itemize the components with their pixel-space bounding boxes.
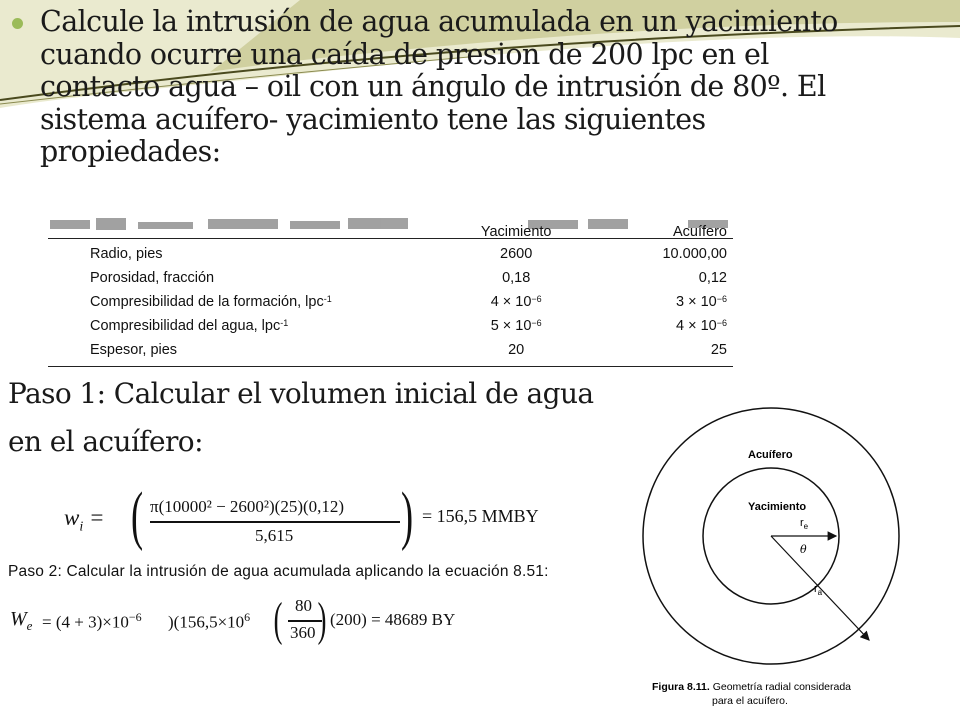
left-paren: ( [130, 479, 144, 552]
table-row [48, 314, 733, 338]
fraction-bar [150, 521, 400, 523]
properties-data-table [48, 208, 733, 362]
row-label: Compresibilidad de la formación, lpc$^{-1}$ [90, 294, 332, 310]
row-label: Porosidad, fracción [90, 270, 215, 286]
radial-geometry-diagram [608, 392, 958, 718]
table-bottom-rule [48, 366, 733, 367]
step2-heading: Paso 2: Calcular la intrusión de agua acumulada aplicando la ecuación 8.51: [8, 563, 549, 580]
row-acuifero-value: $3 \times 10^{-6}$ [676, 294, 727, 310]
formula-lhs: $w_i$ = [64, 505, 105, 535]
properties-table [48, 208, 733, 368]
label-re: $r_e$ [800, 517, 809, 531]
formula-wi [50, 475, 539, 560]
formula-part3: (200) = 48689 BY [330, 610, 456, 629]
right-paren: ) [400, 479, 414, 552]
row-yacimiento-value: $4 \times 10^{-6}$ [490, 294, 542, 310]
row-acuifero-value: 25 [710, 342, 727, 358]
formula-denominator: 5,615 [255, 526, 294, 545]
problem-text: Calcule la intrusión de agua acumulada en un yacimiento cuando ocurre una caída de presion de 200 lpc en el contacto agua – oil con un ángulo de intrusión de 80º. El sistema acuífero- yacimiento tene las siguientes propiedades: [40, 5, 838, 168]
fraction-denominator: 360 [290, 623, 316, 642]
bullet-icon [12, 18, 23, 29]
row-yacimiento-value: 20 [508, 342, 525, 358]
row-label: Espesor, pies [90, 342, 178, 358]
header-acuifero: Acuífero [673, 224, 727, 240]
table-row [48, 290, 733, 314]
formula-result: = 156,5 MMBY [422, 506, 539, 526]
label-theta: θ [800, 543, 807, 556]
row-acuifero-value: 10.000,00 [662, 246, 727, 262]
step1-heading: Paso 1: Calcular el volumen inicial de agua en el acuífero: [8, 377, 594, 458]
fraction-numerator: 80 [295, 596, 312, 615]
figure-caption: Figura 8.11. Geometría radial considerada [652, 681, 852, 693]
row-yacimiento-value: 0,18 [502, 270, 531, 286]
problem-statement [40, 6, 890, 169]
label-yacimiento: Yacimiento [748, 501, 807, 513]
header-yacimiento: Yacimiento [480, 224, 552, 240]
formula-part2: )($156,5\times 10^6$ [168, 610, 251, 632]
row-label: Radio, pies [90, 246, 163, 262]
row-label: Compresibilidad del agua, lpc$^{-1}$ [90, 318, 289, 334]
formula-lhs: $W_e$ [10, 608, 33, 633]
row-acuifero-value: 0,12 [698, 270, 727, 286]
row-yacimiento-value: 2600 [500, 246, 533, 262]
problem-text-area [0, 0, 960, 200]
label-acuifero: Acuífero [748, 449, 793, 461]
left-paren: ( [273, 593, 283, 646]
formula-numerator: π(10000² − 2600²)(25)(0,12) [150, 497, 345, 516]
row-yacimiento-value: $5 \times 10^{-6}$ [490, 318, 542, 334]
label-ra: $r_a$ [814, 583, 823, 597]
table-row [48, 338, 733, 362]
row-acuifero-value: $4 \times 10^{-6}$ [676, 318, 727, 334]
formula-we [8, 590, 608, 650]
table-row [48, 242, 733, 266]
right-paren: ) [317, 593, 327, 646]
formula-part1: = $(4 + 3)\times 10^{-6}$ [42, 610, 142, 632]
figure-caption-line2: para el acuífero. [712, 695, 788, 707]
table-row [48, 266, 733, 290]
